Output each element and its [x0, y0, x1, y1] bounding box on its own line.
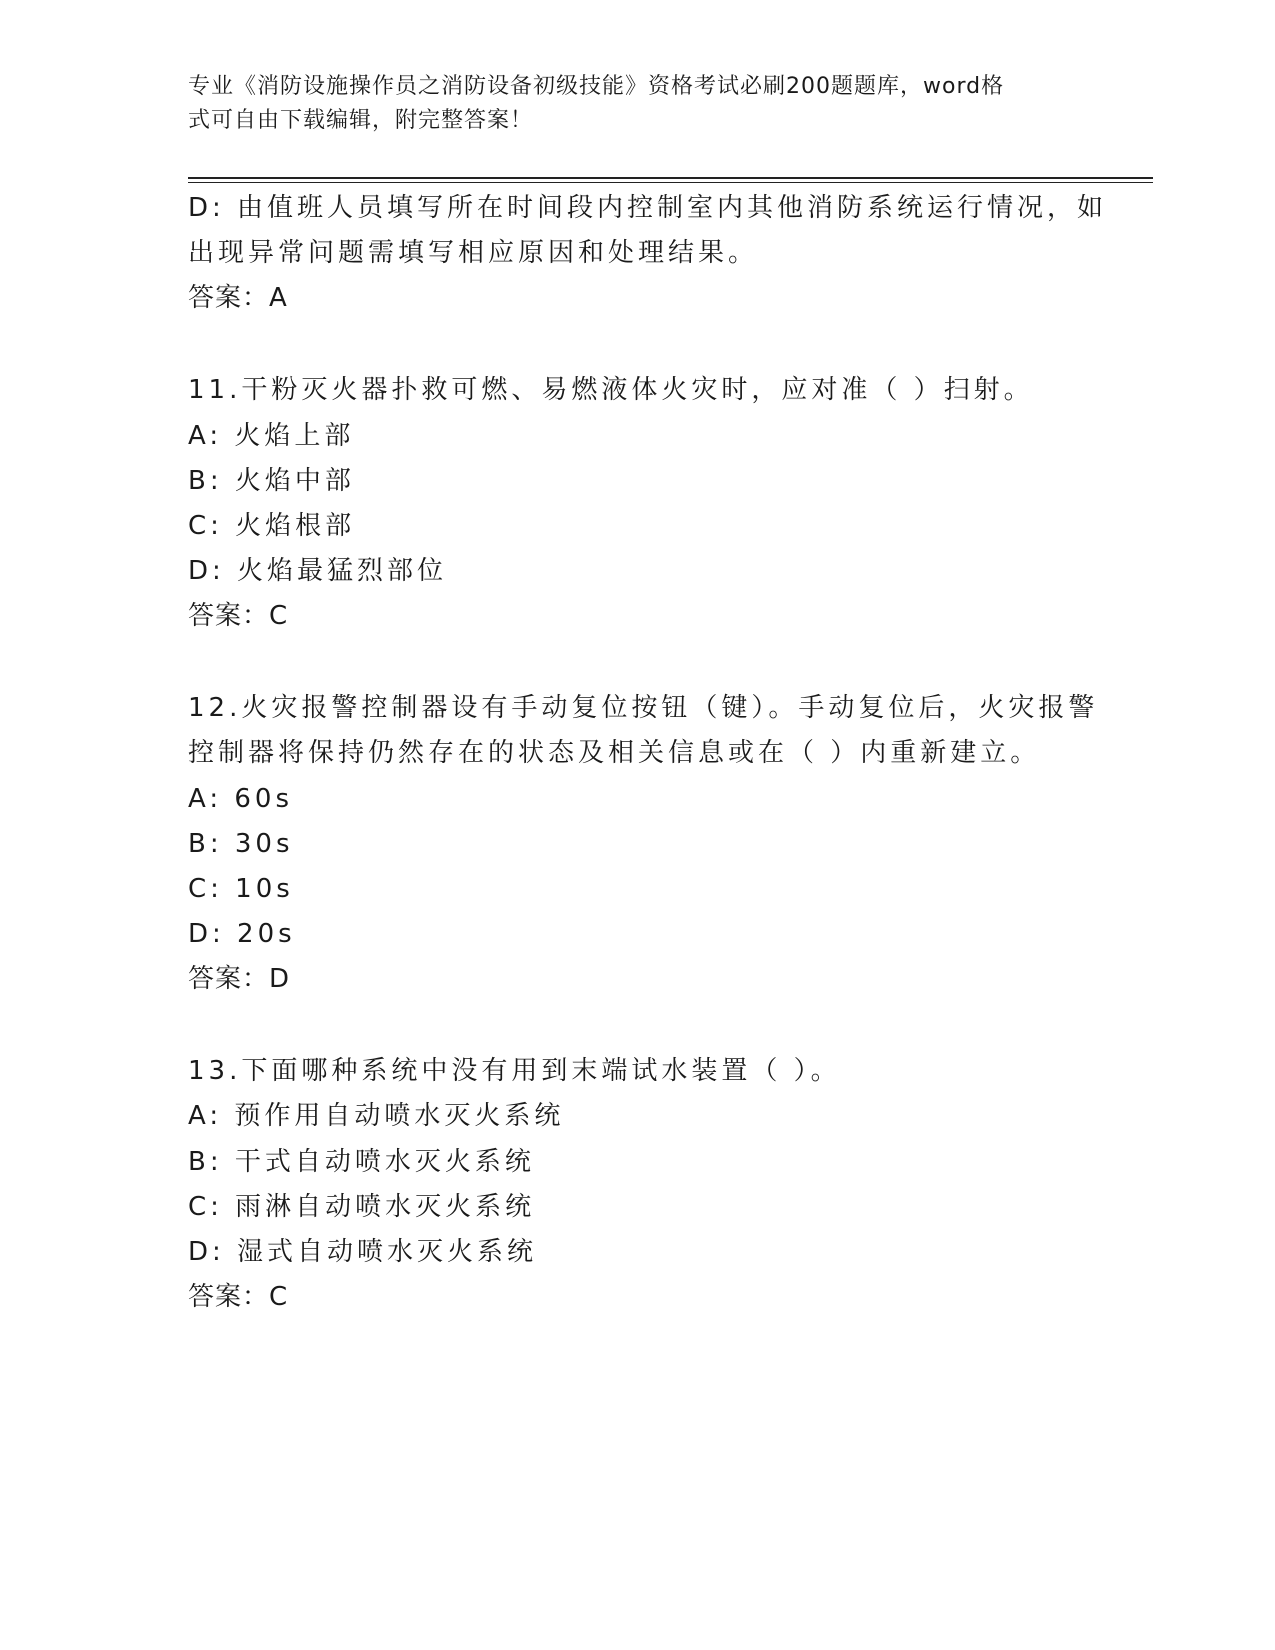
- prev-answer: 答案：A: [188, 283, 288, 313]
- q12-answer: 答案：D: [188, 964, 291, 994]
- header-divider-thin: [188, 182, 1153, 183]
- q11-option-d: D: 火焰最猛烈部位: [188, 556, 448, 586]
- prev-option-d-line1: D: 由值班人员填写所在时间段内控制室内其他消防系统运行情况，如: [188, 193, 1108, 223]
- document-header: [188, 70, 1088, 138]
- q13-option-c: C: 雨淋自动喷水灭火系统: [188, 1192, 536, 1222]
- q12-option-c: C: 10s: [188, 874, 294, 904]
- q13-answer: 答案：C: [188, 1282, 289, 1312]
- header-divider-thick: [188, 177, 1153, 179]
- q12-option-b: B: 30s: [188, 829, 294, 859]
- header-line-2: 式可自由下载编辑，附完整答案！: [188, 108, 534, 133]
- q12-option-d: D: 20s: [188, 919, 296, 949]
- q11-answer: 答案：C: [188, 601, 289, 631]
- q13-option-b: B: 干式自动喷水灭火系统: [188, 1147, 535, 1177]
- q13-option-d: D: 湿式自动喷水灭火系统: [188, 1237, 538, 1267]
- q13-option-a: A: 预作用自动喷水灭火系统: [188, 1101, 565, 1131]
- q12-stem-line2: 控制器将保持仍然存在的状态及相关信息或在（ ）内重新建立。: [188, 738, 1041, 768]
- q11-option-a: A: 火焰上部: [188, 421, 355, 451]
- q11-stem: 11.干粉灭火器扑救可燃、易燃液体火灾时，应对准（ ）扫射。: [188, 375, 1034, 405]
- header-line-1: 专业《消防设施操作员之消防设备初级技能》资格考试必刷200题题库，word格: [188, 74, 1005, 99]
- q13-stem: 13.下面哪种系统中没有用到末端试水装置（ ）。: [188, 1056, 841, 1086]
- q11-option-c: C: 火焰根部: [188, 511, 356, 541]
- prev-option-d-line2: 出现异常问题需填写相应原因和处理结果。: [188, 238, 759, 268]
- q12-option-a: A: 60s: [188, 784, 293, 814]
- q11-option-b: B: 火焰中部: [188, 466, 355, 496]
- q12-stem-line1: 12.火灾报警控制器设有手动复位按钮（键）。手动复位后，火灾报警: [188, 693, 1099, 723]
